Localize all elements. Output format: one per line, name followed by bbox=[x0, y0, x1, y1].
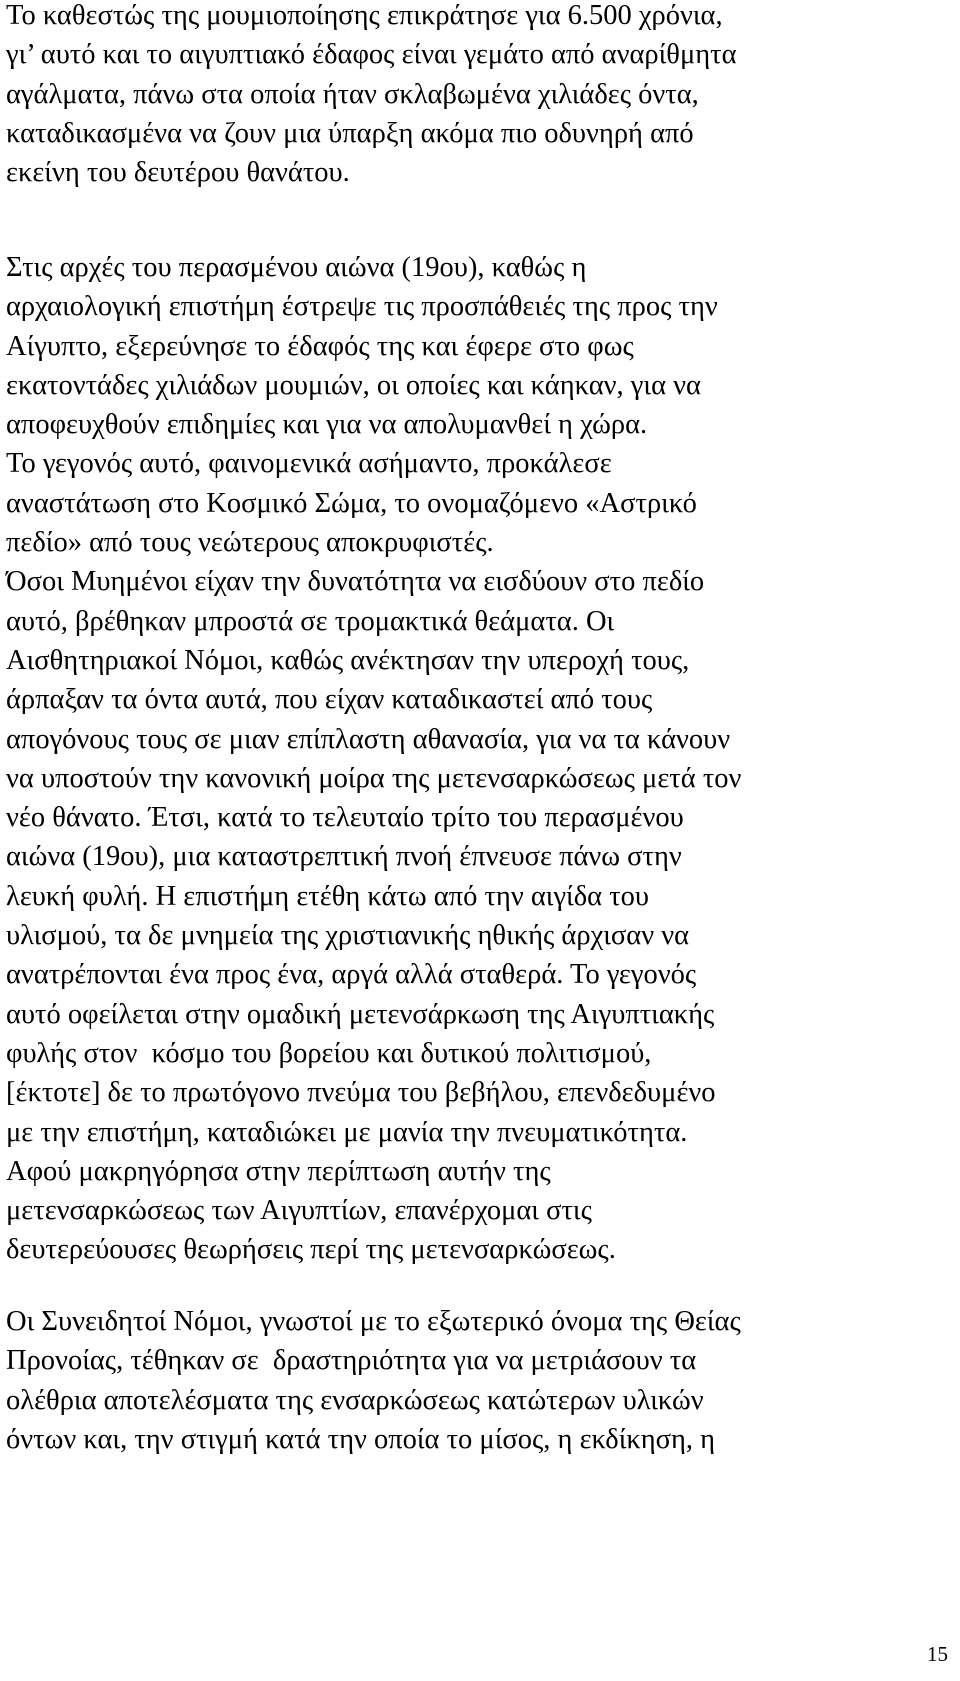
text-line: πεδίο» από τους νεώτερους αποκρυφιστές. bbox=[6, 527, 494, 559]
text-line: αιώνα (19ου), μια καταστρεπτική πνοή έπνευσε πάνω στην bbox=[6, 841, 682, 873]
text-line: Αίγυπτο, εξερεύνησε το έδαφός της και έφερε στο φως bbox=[6, 330, 634, 362]
text-line: φυλής στον κόσμο του βορείου και δυτικού πολιτισμού, bbox=[6, 1037, 652, 1069]
text-line: Όσοι Μυημένοι είχαν την δυνατότητα να εισδύουν στο πεδίο bbox=[6, 566, 705, 598]
text-line: Αφού μακρηγόρησα στην περίπτωση αυτήν της bbox=[6, 1155, 551, 1187]
text-line: εκείνη του δευτέρου θανάτου. bbox=[6, 157, 350, 189]
text-line: γι’ αυτό και το αιγυπτιακό έδαφος είναι γεμάτο από αναρίθμητα bbox=[6, 39, 737, 71]
text-line: Οι Συνειδητοί Νόμοι, γνωστοί με το εξωτερικό όνομα της Θείας bbox=[6, 1306, 741, 1337]
text-line: Αισθητηριακοί Νόμοι, καθώς ανέκτησαν την υπεροχή τους, bbox=[6, 644, 690, 676]
text-line: Προνοίας, τέθηκαν σε δραστηριότητα για να μετριάσουν τα bbox=[6, 1345, 697, 1377]
text-line: ανατρέπονται ένα προς ένα, αργά αλλά σταθερά. Το γεγονός bbox=[6, 959, 697, 991]
text-line: δευτερεύουσες θεωρήσεις περί της μετενσαρκώσεως. bbox=[6, 1234, 616, 1266]
text-line: με την επιστήμη, καταδιώκει με μανία την πνευματικότητα. bbox=[6, 1116, 688, 1148]
text-line: [έκτοτε] δε το πρωτόγονο πνεύμα του βεβήλου, επενδεδυμένο bbox=[6, 1077, 716, 1109]
text-line: αναστάτωση στο Κοσμικό Σώμα, το ονομαζόμενο «Αστρικό bbox=[6, 487, 697, 519]
text-line: νέο θάνατο. Έτσι, κατά το τελευταίο τρίτο του περασμένου bbox=[6, 802, 684, 834]
text-line: αρχαιολογική επιστήμη έστρεψε τις προσπάθειές της προς την bbox=[6, 291, 718, 323]
text-line: υλισμού, τα δε μνημεία της χριστιανικής ηθικής άρχισαν να bbox=[6, 920, 690, 952]
text-line: ολέθρια αποτελέσματα της ενσαρκώσεως κατώτερων υλικών bbox=[6, 1384, 704, 1416]
text-line: μετενσαρκώσεως των Αιγυπτίων, επανέρχομαι στις bbox=[6, 1195, 592, 1227]
text-line: αγάλματα, πάνω στα οποία ήταν σκλαβωμένα χιλιάδες όντα, bbox=[6, 78, 699, 110]
text-line: λευκή φυλή. Η επιστήμη ετέθη κάτω από την αιγίδα του bbox=[6, 880, 650, 912]
text-line: άρπαξαν τα όντα αυτά, που είχαν καταδικαστεί από τους bbox=[6, 684, 653, 716]
text-line: αυτό οφείλεται στην ομαδική μετενσάρκωση της Αιγυπτιακής bbox=[6, 998, 715, 1030]
text-line: αυτό, βρέθηκαν μπροστά σε τρομακτικά θεάματα. Οι bbox=[6, 605, 615, 637]
text-line: απογόνους τους σε μιαν επίπλαστη αθανασία, για να τα κάνουν bbox=[6, 723, 731, 755]
text-line: Στις αρχές του περασμένου αιώνα (19ου), καθώς η bbox=[6, 252, 587, 283]
text-line: Το γεγονός αυτό, φαινομενικά ασήμαντο, προκάλεσε bbox=[6, 448, 612, 480]
paragraph-2 bbox=[6, 248, 956, 1270]
text-line: όντων και, την στιγμή κατά την οποία το μίσος, η εκδίκηση, η bbox=[6, 1423, 716, 1455]
text-line: καταδικασμένα να ζουν μια ύπαρξη ακόμα πιο οδυνηρή από bbox=[6, 117, 694, 149]
paragraph-1 bbox=[6, 0, 956, 192]
text-line: εκατοντάδες χιλιάδων μουμιών, οι οποίες και κάηκαν, για να bbox=[6, 369, 701, 401]
paragraph-3 bbox=[6, 1302, 956, 1459]
text-line: Το καθεστώς της μουμιοποίησης επικράτησε για 6.500 χρόνια, bbox=[6, 0, 723, 31]
page-number: 15 bbox=[927, 1642, 948, 1666]
text-line: να υποστούν την κανονική μοίρα της μετενσαρκώσεως μετά τον bbox=[6, 762, 742, 794]
text-line: αποφευχθούν επιδημίες και για να απολυμανθεί η χώρα. bbox=[6, 409, 648, 441]
